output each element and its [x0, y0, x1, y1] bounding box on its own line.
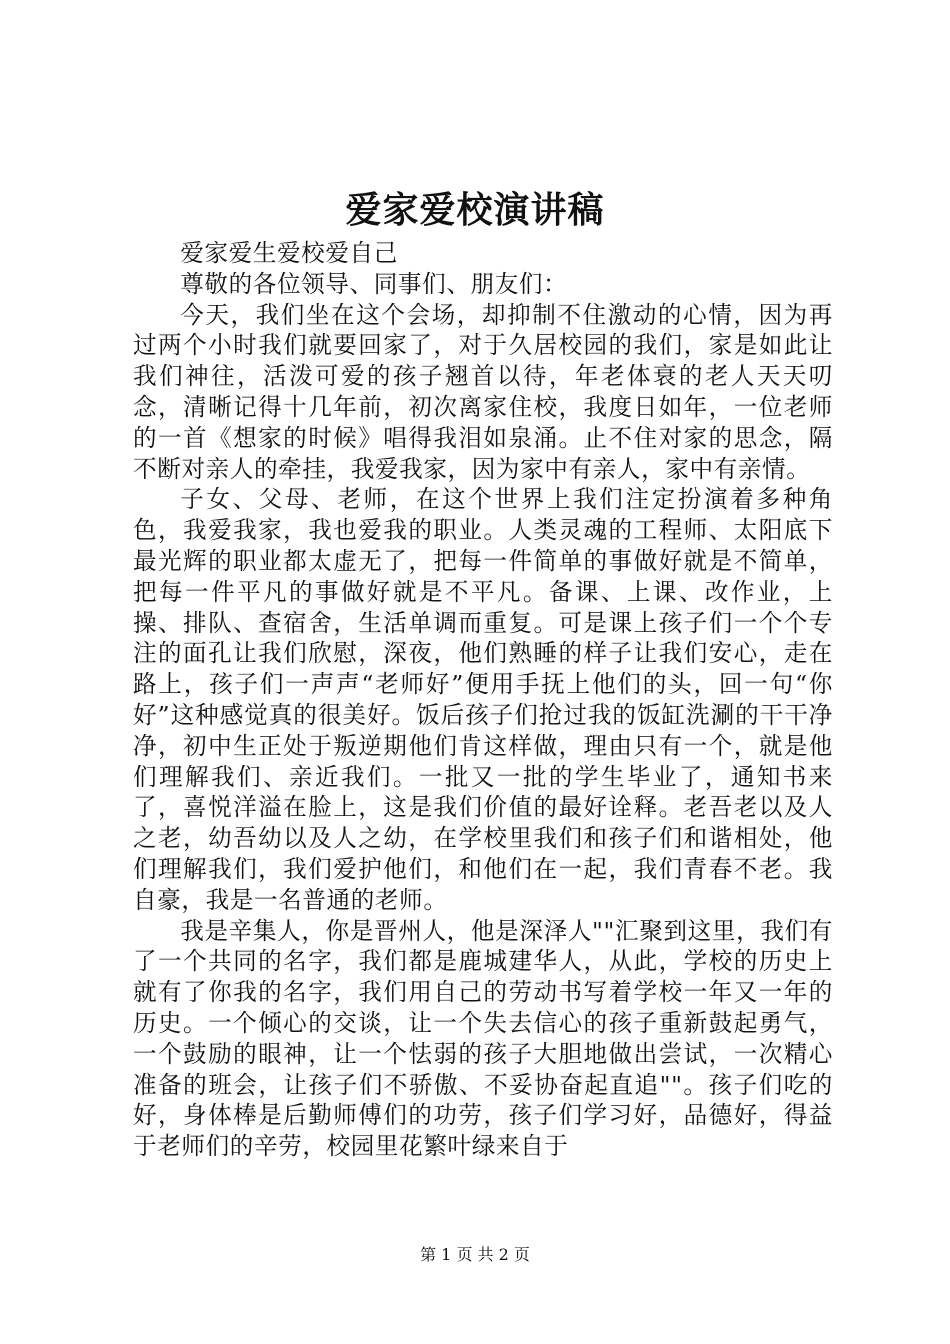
body-paragraph: 今天，我们坐在这个会场，却抑制不住激动的心情，因为再过两个小时我们就要回家了，对于久居校园的我们，家是如此让我们神往，活泼可爱的孩子翘首以待，年老体衰的老人天天叨念，清晰记得十几年前，初次离家住校，我度日如年，一位老师的一首《想家的时候》唱得我泪如泉涌。止不住对家的思念，隔不断对亲人的牵挂，我爱我家，因为家中有亲人，家中有亲情。 — [133, 300, 833, 483]
salutation-paragraph: 尊敬的各位领导、同事们、朋友们： — [180, 269, 568, 298]
document-title: 爱家爱校演讲稿 — [345, 189, 605, 231]
body-paragraph: 子女、父母、老师，在这个世界上我们注定扮演着多种角色，我爱我家，我也爱我的职业。人类灵魂的工程师、太阳底下最光辉的职业都太虚无了，把每一件简单的事做好就是不简单，把每一件平凡的事做好就是不平凡。备课、上课、改作业，上操、排队、查宿舍，生活单调而重复。可是课上孩子们一个个专注的面孔让我们欣慰，深夜，他们熟睡的样子让我们安心，走在路上，孩子们一声声“老师好”便用手抚上他们的头，回一句“你好”这种感觉真的很美好。饭后孩子们抢过我的饭缸洗涮的干干净净，初中生正处于叛逆期他们肯这样做，理由只有一个，就是他们理解我们、亲近我们。一批又一批的学生毕业了，通知书来了，喜悦洋溢在脸上，这是我们价值的最好诠释。老吾老以及人之老，幼吾幼以及人之幼，在学校里我们和孩子们和谐相处，他们理解我们，我们爱护他们，和他们在一起，我们青春不老。我自豪，我是一名普通的老师。 — [133, 485, 833, 914]
subtitle-paragraph: 爱家爱生爱校爱自己 — [180, 239, 398, 267]
document-body — [133, 238, 833, 1162]
page-footer: 第 1 页 共 2 页 — [420, 1245, 530, 1264]
body-paragraph: 我是辛集人，你是晋州人，他是深泽人""汇聚到这里，我们有了一个共同的名字，我们都是鹿城建华人，从此，学校的历史上就有了你我的名字，我们用自己的劳动书写着学校一年又一年的历史。一个倾心的交谈，让一个失去信心的孩子重新鼓起勇气，一个鼓励的眼神，让一个怯弱的孩子大胆地做出尝试，一次精心准备的班会，让孩子们不骄傲、不妥协奋起直追""。孩子们吃的好，身体棒是后勤师傅们的功劳，孩子们学习好，品德好，得益于老师们的辛劳，校园里花繁叶绿来自于 — [133, 916, 833, 1161]
